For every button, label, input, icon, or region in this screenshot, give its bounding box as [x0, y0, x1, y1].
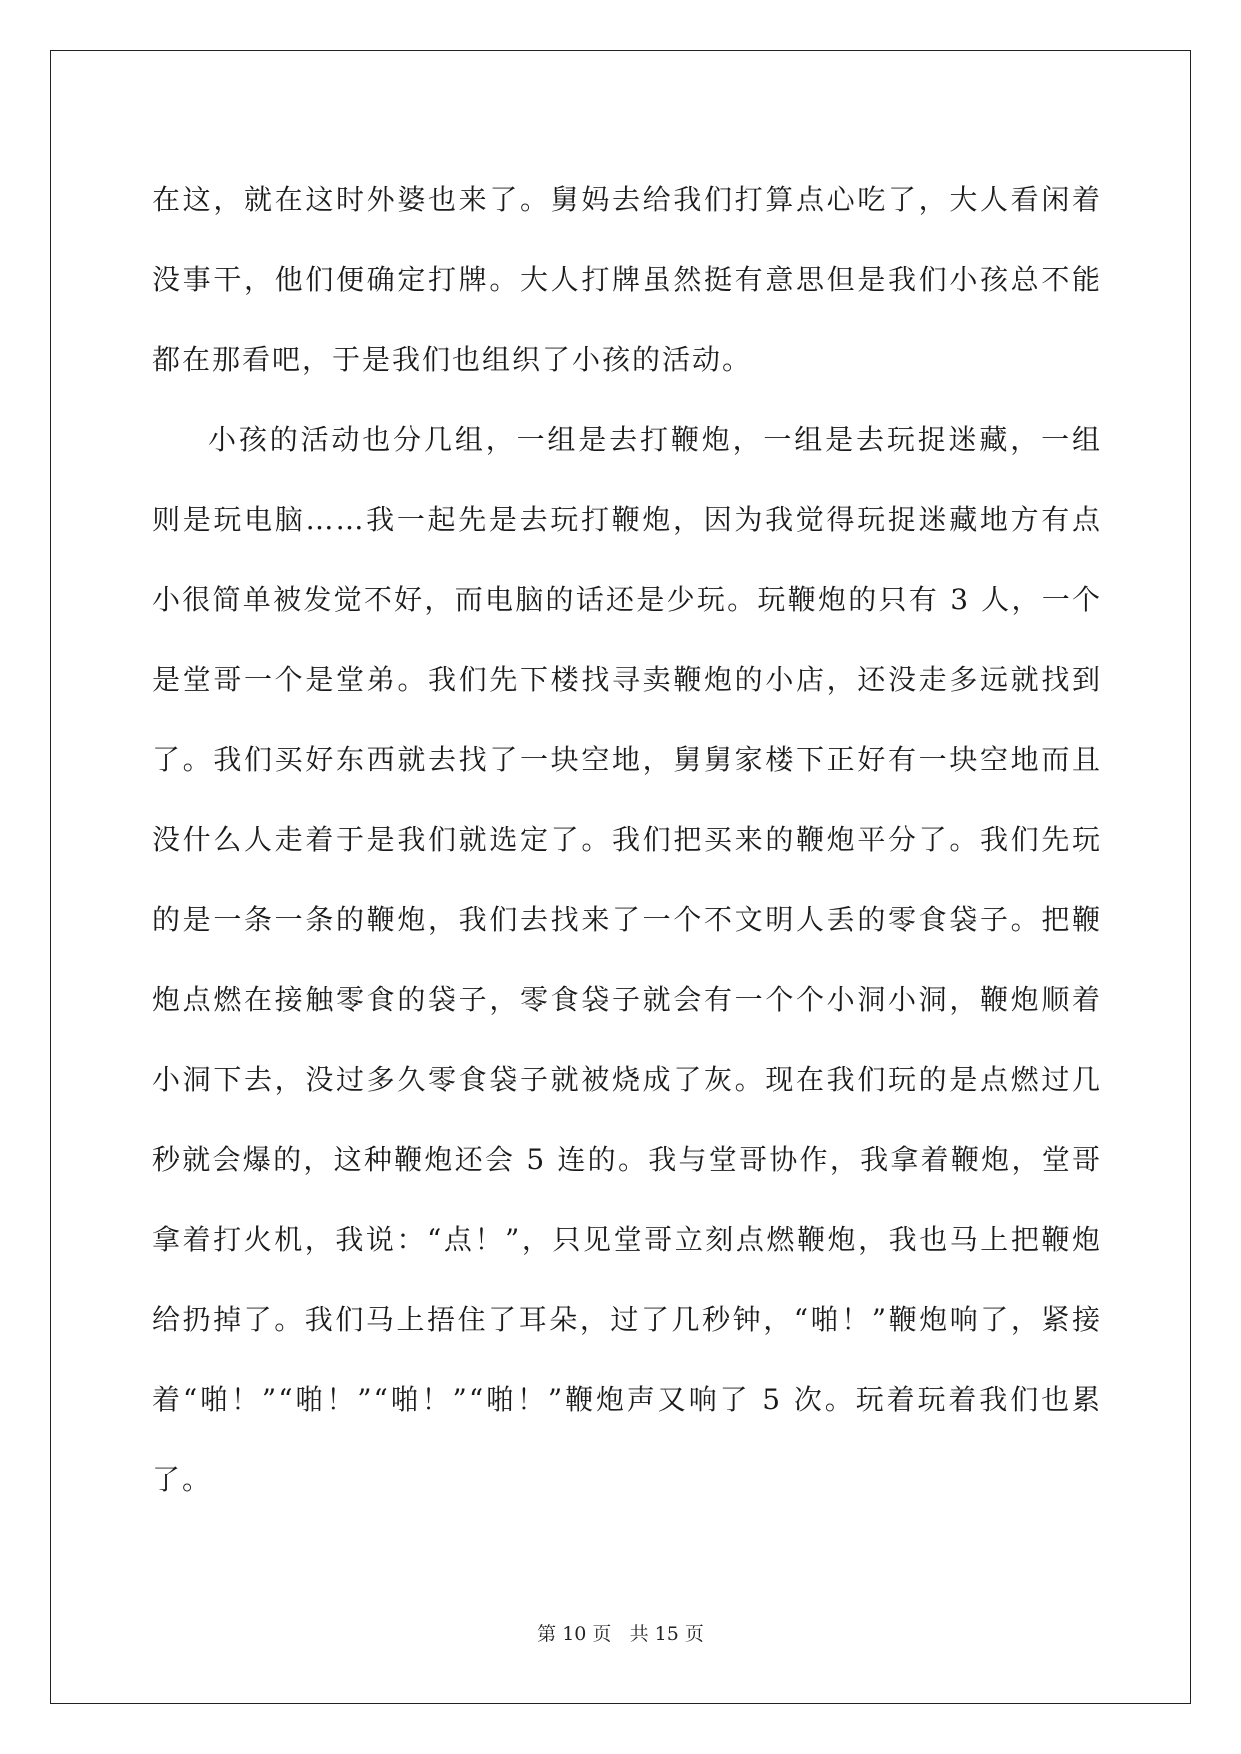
- page-footer: [0, 1622, 1241, 1646]
- page-number: 第 10 页: [537, 1623, 612, 1645]
- document-body: [152, 160, 1102, 1520]
- page-total: 共 15 页: [629, 1623, 704, 1645]
- paragraph-2: 小孩的活动也分几组，一组是去打鞭炮，一组是去玩捉迷藏，一组则是玩电脑……我一起先是去玩打鞭炮，因为我觉得玩捉迷藏地方有点小很简单被发觉不好，而电脑的话还是少玩。玩鞭炮的只有 3 人，一个是堂哥一个是堂弟。我们先下楼找寻卖鞭炮的小店，还没走多远就找到了。我们买好东西就去找了一块空地，舅舅家楼下正好有一块空地而且没什么人走着于是我们就选定了。我们把买来的鞭炮平分了。我们先玩的是一条一条的鞭炮，我们去找来了一个不文明人丢的零食袋子。把鞭炮点燃在接触零食的袋子，零食袋子就会有一个个小洞小洞，鞭炮顺着小洞下去，没过多久零食袋子就被烧成了灰。现在我们玩的是点燃过几秒就会爆的，这种鞭炮还会 5 连的。我与堂哥协作，我拿着鞭炮，堂哥拿着打火机，我说：“点！”，只见堂哥立刻点燃鞭炮，我也马上把鞭炮给扔掉了。我们马上捂住了耳朵，过了几秒钟，“啪！”鞭炮响了，紧接着“啪！”“啪！”“啪！”“啪！”鞭炮声又响了 5 次。玩着玩着我们也累了。: [152, 423, 1102, 1496]
- paragraph-1: 在这，就在这时外婆也来了。舅妈去给我们打算点心吃了，大人看闲着没事干，他们便确定打牌。大人打牌虽然挺有意思但是我们小孩总不能都在那看吧，于是我们也组织了小孩的活动。: [152, 183, 1102, 376]
